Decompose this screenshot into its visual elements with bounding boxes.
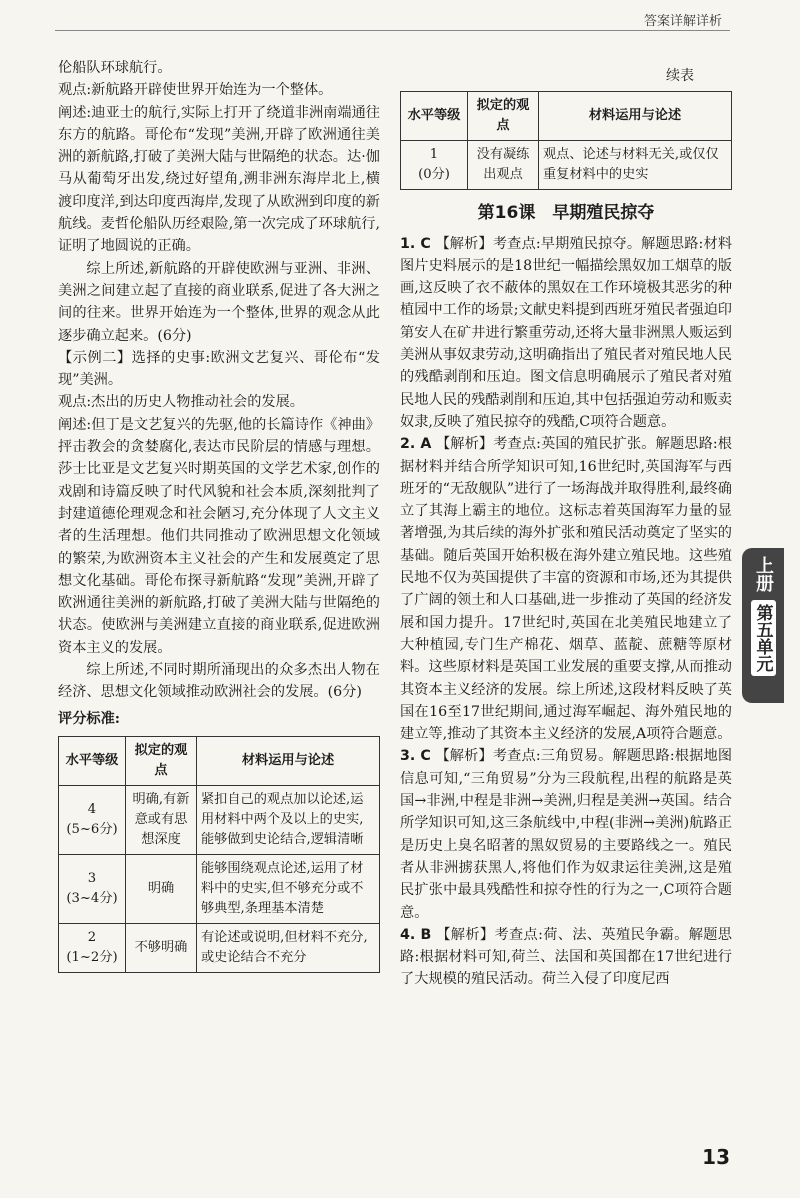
unit-label: 第五单元 — [751, 600, 776, 676]
paragraph: 阐述:迪亚士的航行,实际上打开了绕道非洲南端通往东方的航路。哥伦布“发现”美洲,开辟了欧洲通往美洲的新航路,打破了美洲大陆与世隔绝的状态。达·伽马从葡萄牙出发,绕过好望角,溯非洲东海岸北上,横渡印度洋,到达印度西海岸,发现了从欧洲到印度的新航线。麦哲伦船队历经艰险,第一次完成了环球航行,证明了地圆说的正确。 — [58, 104, 380, 255]
paragraph: 【示例二】选择的史事:欧洲文艺复兴、哥伦布“发现”美洲。 — [58, 349, 380, 389]
paragraph: 观点:杰出的历史人物推动社会的发展。 — [58, 394, 304, 411]
paragraph: 综上所述,新航路的开辟使欧洲与亚洲、非洲、美洲之间建立起了直接的商业联系,促进了各大洲之间的往来。世界开始连为一个整体,世界的观念从此逐步确立起来。(6分) — [58, 260, 380, 344]
answer-text: 【解析】考查点:早期殖民掠夺。解题思路:材料图片史料展示的是18世纪一幅描绘黑奴加工烟草的版画,这反映了衣不蔽体的黑奴在工作环境极其恶劣的种植园中工作的场景;文献史料提到西班牙殖民者强迫印第安人在矿井进行繁重劳动,还将大量非洲黑人贩运到美洲从事奴隶劳动,这明确指出了殖民者对殖民地人民的残酷剥削和压迫。图文信息明确展示了殖民者对殖民地人民的残酷剥削和压迫,其中包括强迫劳动和贩卖奴隶,反映了殖民掠夺的残酷,C项符合题意。 — [400, 235, 733, 430]
table-header-row — [401, 92, 732, 141]
table-row — [401, 141, 732, 190]
paragraph: 综上所述,不同时期所涌现出的众多杰出人物在经济、思想文化领域推动欧洲社会的发展。(6分) — [58, 662, 380, 701]
answer-item — [400, 745, 732, 923]
table-header-row — [59, 736, 380, 785]
table-cell: 明确,有新意或有思想深度 — [126, 785, 197, 854]
answer-number: 1. C — [400, 235, 431, 252]
answer-item — [400, 233, 732, 434]
score-criteria-label: 评分标准: — [58, 710, 120, 727]
answer-number: 3. C — [400, 748, 431, 765]
answer-text: 【解析】考查点:荷、法、英殖民争霸。解题思路:根据材料可知,荷兰、法国和英国都在17世纪进行了大规模的殖民活动。荷兰入侵了印度尼西 — [400, 926, 732, 988]
table-row — [59, 854, 380, 923]
table-header: 材料运用与论述 — [197, 736, 380, 785]
table-cell: 观点、论述与材料无关,或仅仅重复材料中的史实 — [539, 141, 732, 190]
answer-item — [400, 924, 732, 991]
table-cell: 能够围绕观点论述,运用了材料中的史实,但不够充分或不够典型,条理基本清楚 — [197, 854, 380, 923]
table-cell: 紧扣自己的观点加以论述,运用材料中两个及以上的史实,能够做到史论结合,逻辑清晰 — [197, 785, 380, 854]
lesson-title: 第16课 早期殖民掠夺 — [477, 203, 655, 224]
paragraph: 伦船队环球航行。 — [58, 60, 172, 76]
table-row — [59, 923, 380, 972]
continued-label: 续表 — [666, 68, 694, 84]
page-header: 答案详解详析 — [643, 14, 722, 29]
answer-number: 2. A — [400, 436, 432, 453]
answer-number: 4. B — [400, 926, 432, 943]
table-header: 水平等级 — [401, 92, 468, 141]
left-column — [58, 57, 380, 973]
table-header: 拟定的观点 — [126, 736, 197, 785]
paragraph: 观点:新航路开辟使世界开始连为一个整体。 — [58, 82, 333, 99]
page-number: 13 — [702, 1145, 730, 1169]
table-header: 水平等级 — [59, 736, 126, 785]
score-table — [58, 736, 380, 973]
paragraph: 阐述:但丁是文艺复兴的先驱,他的长篇诗作《神曲》抨击教会的贪婪腐化,表达市民阶层的情感与理想。莎士比亚是文艺复兴时期英国的文学艺术家,创作的戏剧和诗篇反映了时代风貌和社会本质,深刻批判了封建道德伦理观念和社会陋习,充分体现了人文主义者的生活理想。他们共同推动了欧洲思想文化领域的繁荣,为欧洲资本主义社会的产生和发展奠定了思想文化基础。哥伦布探寻新航路“发现”美洲,开辟了欧洲通往美洲的新航路,打破了美洲大陆与世隔绝的状态。使欧洲与美洲建立直接的商业联系,促进欧洲资本主义的发展。 — [58, 416, 380, 656]
table-cell: 没有凝练出观点 — [468, 141, 539, 190]
table-cell: 不够明确 — [126, 923, 197, 972]
table-cell: 有论述或说明,但材料不充分,或史论结合不充分 — [197, 923, 380, 972]
volume-label: 上册 — [753, 556, 774, 592]
table-cell: 2 (1~2分) — [59, 923, 126, 972]
score-table-continued — [400, 91, 732, 190]
answer-text: 【解析】考查点:三角贸易。解题思路:根据地图信息可知,“三角贸易”分为三段航程,出程的航路是英国→非洲,中程是非洲→美洲,归程是美洲→英国。结合所学知识可知,这三条航线中,中程(非洲→美洲)航路正是历史上臭名昭著的黑奴贸易的主要路线之一。殖民者从非洲掳获黑人,将他们作为奴隶运往美洲,这是殖民扩张中最具残酷性和掠夺性的行为之一,C项符合题意。 — [400, 748, 733, 921]
unit-side-tab — [742, 548, 784, 703]
header-divider — [55, 30, 730, 31]
answer-text: 【解析】考查点:英国的殖民扩张。解题思路:根据材料并结合所学知识可知,16世纪时,英国海军与西班牙的“无敌舰队”进行了一场海战并取得胜利,最终确立了其海上霸主的地位。这标志着英国海军力量的显著增强,为其后续的海外扩张和殖民活动奠定了坚实的基础。随后英国开始积极在海外建立殖民地。这些殖民地不仅为英国提供了丰富的资源和市场,还为其提供了广阔的领土和人口基础,进一步推动了英国的经济发展和国力提升。17世纪时,英国在北美殖民地建立了大种植园,专门生产棉花、烟草、蓝靛、蔗糖等原材料。这些原材料是英国工业发展的重要支撑,从而推动其资本主义经济的发展。综上所述,这段材料反映了英国在16至17世纪期间,通过海军崛起、海外殖民地的建立等,推动了其资本主义经济的发展,A项符合题意。 — [400, 436, 732, 743]
table-header: 拟定的观点 — [468, 92, 539, 141]
table-cell: 明确 — [126, 854, 197, 923]
right-column — [400, 57, 732, 991]
table-cell: 3 (3~4分) — [59, 854, 126, 923]
table-cell: 1 (0分) — [401, 141, 468, 190]
table-header: 材料运用与论述 — [539, 92, 732, 141]
table-cell: 4 (5~6分) — [59, 785, 126, 854]
table-row — [59, 785, 380, 854]
answer-item — [400, 433, 732, 745]
